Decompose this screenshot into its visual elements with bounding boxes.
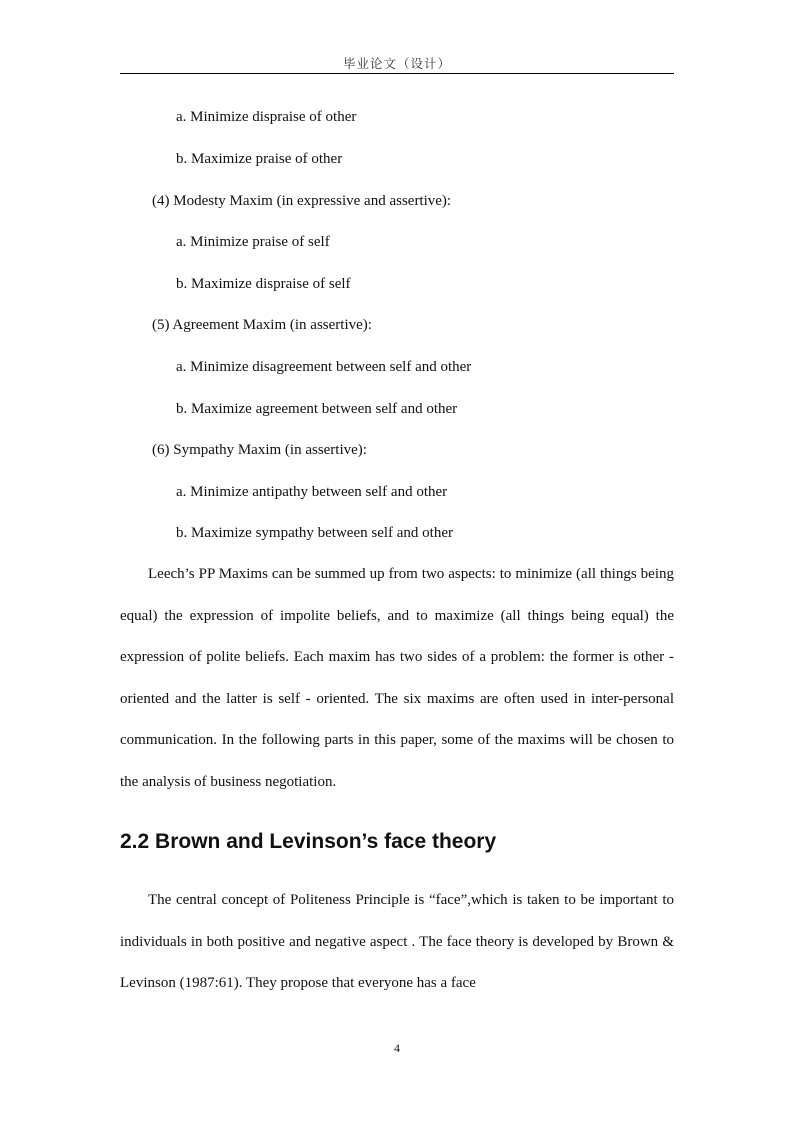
body-paragraph-face-theory: The central concept of Politeness Principle is “face”,which is taken to be important to individuals in both positive and negative aspect . The face theory is developed by Brown & Levinson (1987:61). They propose that everyone has a face	[120, 892, 674, 992]
maxim-item-maximize-sympathy: b. Maximize sympathy between self and other	[176, 525, 454, 541]
maxim-item-minimize-dispraise-other: a. Minimize dispraise of other	[176, 109, 357, 125]
section-heading: 2.2 Brown and Levinson’s face theory	[120, 830, 497, 853]
header-rule	[120, 73, 674, 74]
sympathy-maxim-heading: (6) Sympathy Maxim (in assertive):	[152, 442, 367, 458]
maxim-item-maximize-praise-other: b. Maximize praise of other	[176, 151, 343, 167]
maxim-item-minimize-disagreement: a. Minimize disagreement between self and other	[176, 359, 472, 375]
maxim-item-maximize-agreement: b. Maximize agreement between self and other	[176, 401, 458, 417]
page-header: 毕业论文（设计）	[342, 57, 451, 71]
page-number: 4	[394, 1041, 400, 1055]
maxim-item-minimize-praise-self: a. Minimize praise of self	[176, 234, 330, 250]
agreement-maxim-heading: (5) Agreement Maxim (in assertive):	[152, 317, 372, 333]
maxim-item-minimize-antipathy: a. Minimize antipathy between self and other	[176, 484, 448, 500]
modesty-maxim-heading: (4) Modesty Maxim (in expressive and assertive):	[152, 193, 452, 209]
body-paragraph-pp-maxims: Leech’s PP Maxims can be summed up from two aspects: to minimize (all things being equal) the expression of impolite beliefs, and to maximize (all things being equal) the expression of polite beliefs. Each maxim has two sides of a problem: the former is other - oriented and the latter is self - oriented. The six maxims are often used in inter-personal communication. In the following parts in this paper, some of the maxims will be chosen to the analysis of business negotiation.	[120, 566, 674, 790]
maxim-item-maximize-dispraise-self: b. Maximize dispraise of self	[176, 276, 351, 292]
